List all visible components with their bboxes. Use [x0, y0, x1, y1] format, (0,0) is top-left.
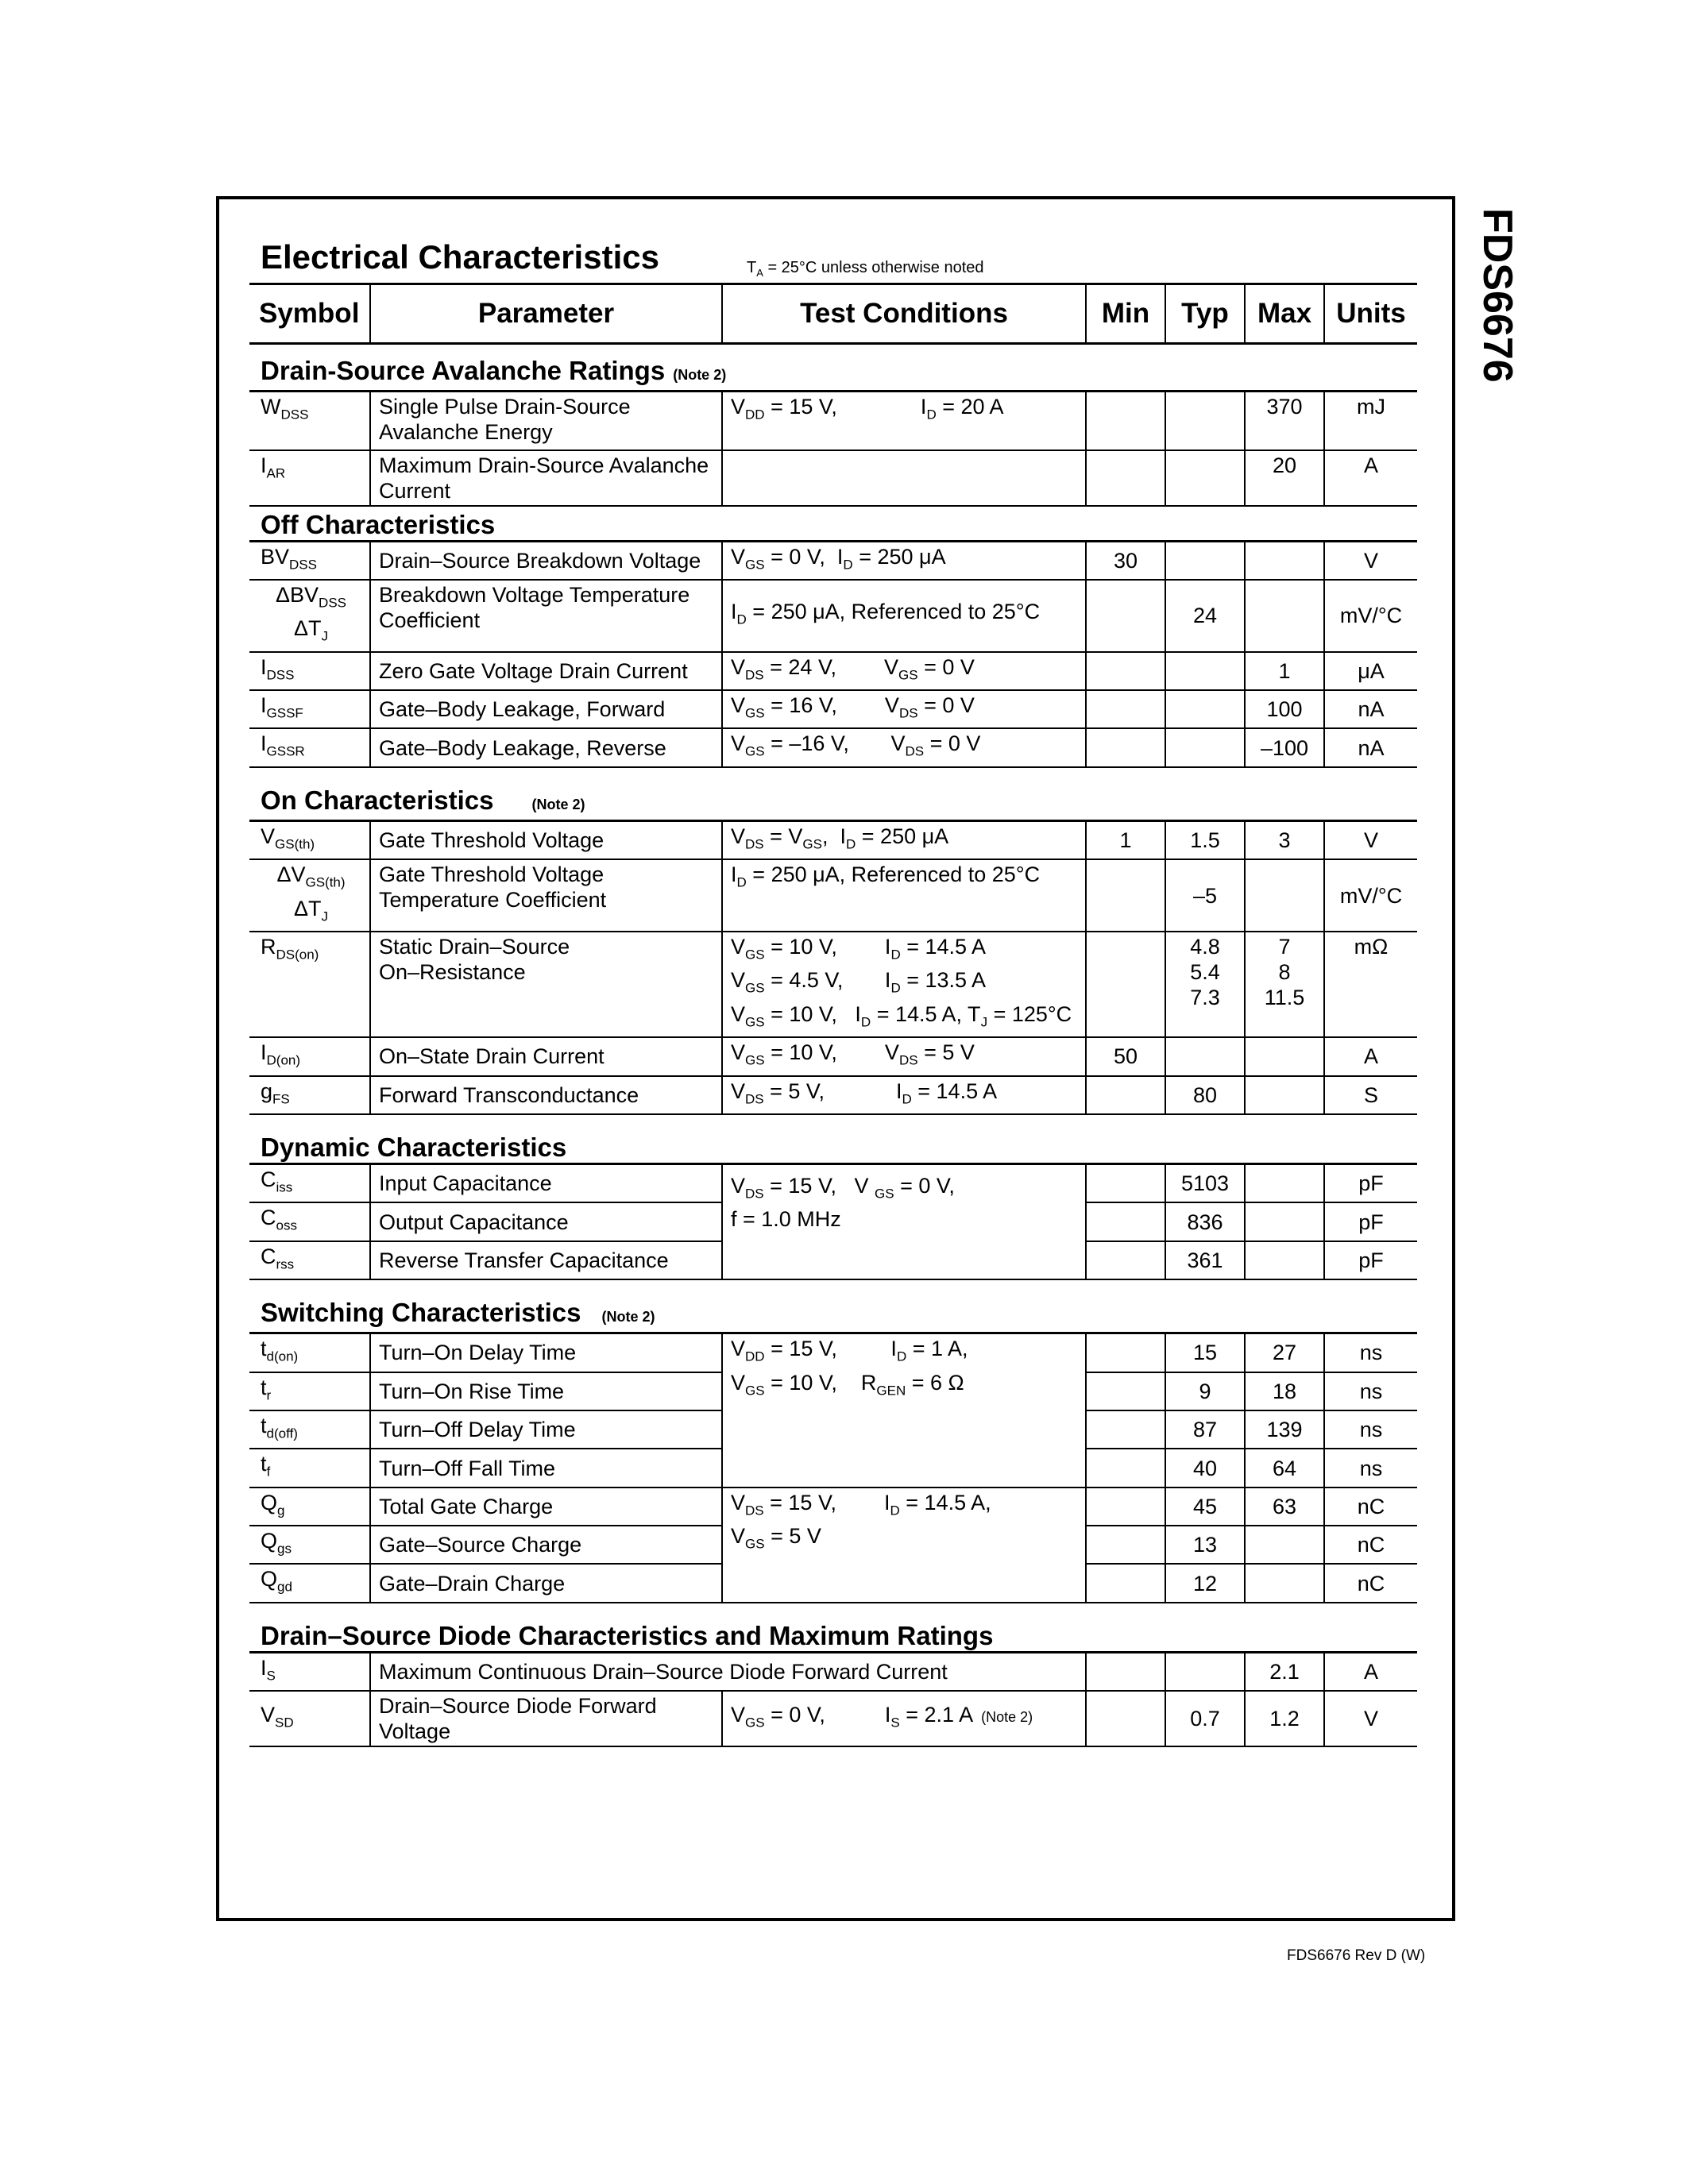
section-off: Off Characteristics: [249, 506, 1417, 542]
characteristics-table: [249, 283, 1417, 1747]
section-diode: Drain–Source Diode Characteristics and Maximum Ratings: [249, 1603, 1417, 1653]
max-cell: 370: [1245, 392, 1324, 450]
conditions-cell: $V_{DD} = 15$ V, $I_D = 20$ A: [722, 392, 1086, 450]
table-row: $I_{GSSF}$ Gate–Body Leakage, Forward $V_{GS} = 16$ V, $V_{DS} = 0$ V 100 nA: [249, 690, 1417, 728]
table-row: $C_{oss}$ Output Capacitance 836 pF: [249, 1202, 1417, 1241]
col-test-conditions: Test Conditions: [722, 284, 1086, 344]
table-row: $t_r$ Turn–On Rise Time 9 18 ns: [249, 1372, 1417, 1410]
table-row: $I_{AR}$ Maximum Drain-Source Avalanche Current 20 A: [249, 450, 1417, 506]
table-row: $\Delta BV_{DSS}$ $\Delta T_J$ Breakdown Voltage Temperature Coefficient $I_D = 250$ μA, Referenced to 25°C 24 mV/°C: [249, 580, 1417, 652]
table-header-row: [249, 284, 1417, 344]
table-row: $\Delta V_{GS(th)}$ $\Delta T_J$ Gate Threshold Voltage Temperature Coefficient $I_D = 250$ μA, Referenced to 25°C –5 mV/°C: [249, 859, 1417, 932]
table-row: $I_{DSS}$ Zero Gate Voltage Drain Current $V_{DS} = 24$ V, $V_{GS} = 0$ V 1 μA: [249, 652, 1417, 690]
symbol-cell: $W_{DSS}$: [249, 392, 370, 450]
section-avalanche: Drain-Source Avalanche Ratings (Note 2): [249, 344, 1417, 392]
table-row: $C_{iss}$ Input Capacitance $V_{DS} = 15$ V, V $_{GS}$ = 0 V, f = 1.0 MHz 5103 pF: [249, 1163, 1417, 1202]
table-row: $I_{D(on)}$ On–State Drain Current $V_{GS} = 10$ V, $V_{DS} = 5$ V 50 A: [249, 1037, 1417, 1075]
table-row: $t_f$ Turn–Off Fall Time 40 64 ns: [249, 1449, 1417, 1487]
side-part-number: FDS6676: [1474, 208, 1520, 383]
units-cell: mJ: [1324, 392, 1417, 450]
heading-note: $T_A = 25^\circ C$ unless otherwise noted: [747, 259, 984, 279]
table-row: $Q_g$ Total Gate Charge $V_{DS} = 15$ V, $I_D = 14.5$ A, $V_{GS} = 5$ V 45 63 nC: [249, 1488, 1417, 1526]
table-row: $g_{FS}$ Forward Transconductance $V_{DS} = 5$ V, $I_D = 14.5$ A 80 S: [249, 1076, 1417, 1114]
table-row: [249, 392, 1417, 450]
col-typ: Typ: [1165, 284, 1245, 344]
table-row: $t_{d(on)}$ Turn–On Delay Time $V_{DD} = 15$ V, $I_D = 1$ A, $V_{GS} = 10$ V, $R_{GEN} = 6$ Ω 15 27 ns: [249, 1333, 1417, 1372]
table-row: $R_{DS(on)}$ Static Drain–Source On–Resistance $V_{GS} = 10$ V, $I_D = 14.5$ A $V_{GS} = 4.5$ V, $I_D = 13.5$ A $V_{GS} = 10$ V, $I_D = 14.5$ A, $T_J = 125^\circ C$ 4.8 5.4 7.3 7 8 11.5 mΩ: [249, 932, 1417, 1037]
col-max: Max: [1245, 284, 1324, 344]
table-row: $Q_{gs}$ Gate–Source Charge 13 nC: [249, 1526, 1417, 1564]
col-parameter: Parameter: [370, 284, 722, 344]
col-units: Units: [1324, 284, 1417, 344]
table-row: $V_{GS(th)}$ Gate Threshold Voltage $V_{DS} = V_{GS}$, $I_D = 250$ μA 1 1.5 3 V: [249, 820, 1417, 859]
col-symbol: Symbol: [249, 284, 370, 344]
page-title: Electrical Characteristics: [261, 238, 659, 276]
section-on: On Characteristics (Note 2): [249, 767, 1417, 821]
table-row: $t_{d(off)}$ Turn–Off Delay Time 87 139 ns: [249, 1410, 1417, 1449]
table-row: $Q_{gd}$ Gate–Drain Charge 12 nC: [249, 1564, 1417, 1602]
parameter-cell: Single Pulse Drain-Source Avalanche Energy: [370, 392, 722, 450]
table-row: $BV_{DSS}$ Drain–Source Breakdown Voltage $V_{GS} = 0$ V, $I_D = 250$ μA 30 V: [249, 541, 1417, 580]
table-row: $I_S$ Maximum Continuous Drain–Source Diode Forward Current 2.1 A: [249, 1652, 1417, 1691]
section-switching: Switching Characteristics (Note 2): [249, 1279, 1417, 1333]
col-min: Min: [1086, 284, 1165, 344]
section-dynamic: Dynamic Characteristics: [249, 1114, 1417, 1164]
table-row: $V_{SD}$ Drain–Source Diode Forward Voltage $V_{GS} = 0$ V, $I_S = 2.1$ A (Note 2) 0.7 1.2 V: [249, 1691, 1417, 1746]
table-row: $I_{GSSR}$ Gate–Body Leakage, Reverse $V_{GS} = -16$ V, $V_{DS} = 0$ V –100 nA: [249, 728, 1417, 766]
footer-revision: FDS6676 Rev D (W): [1287, 1947, 1426, 1964]
table-row: $C_{rss}$ Reverse Transfer Capacitance 361 pF: [249, 1241, 1417, 1279]
